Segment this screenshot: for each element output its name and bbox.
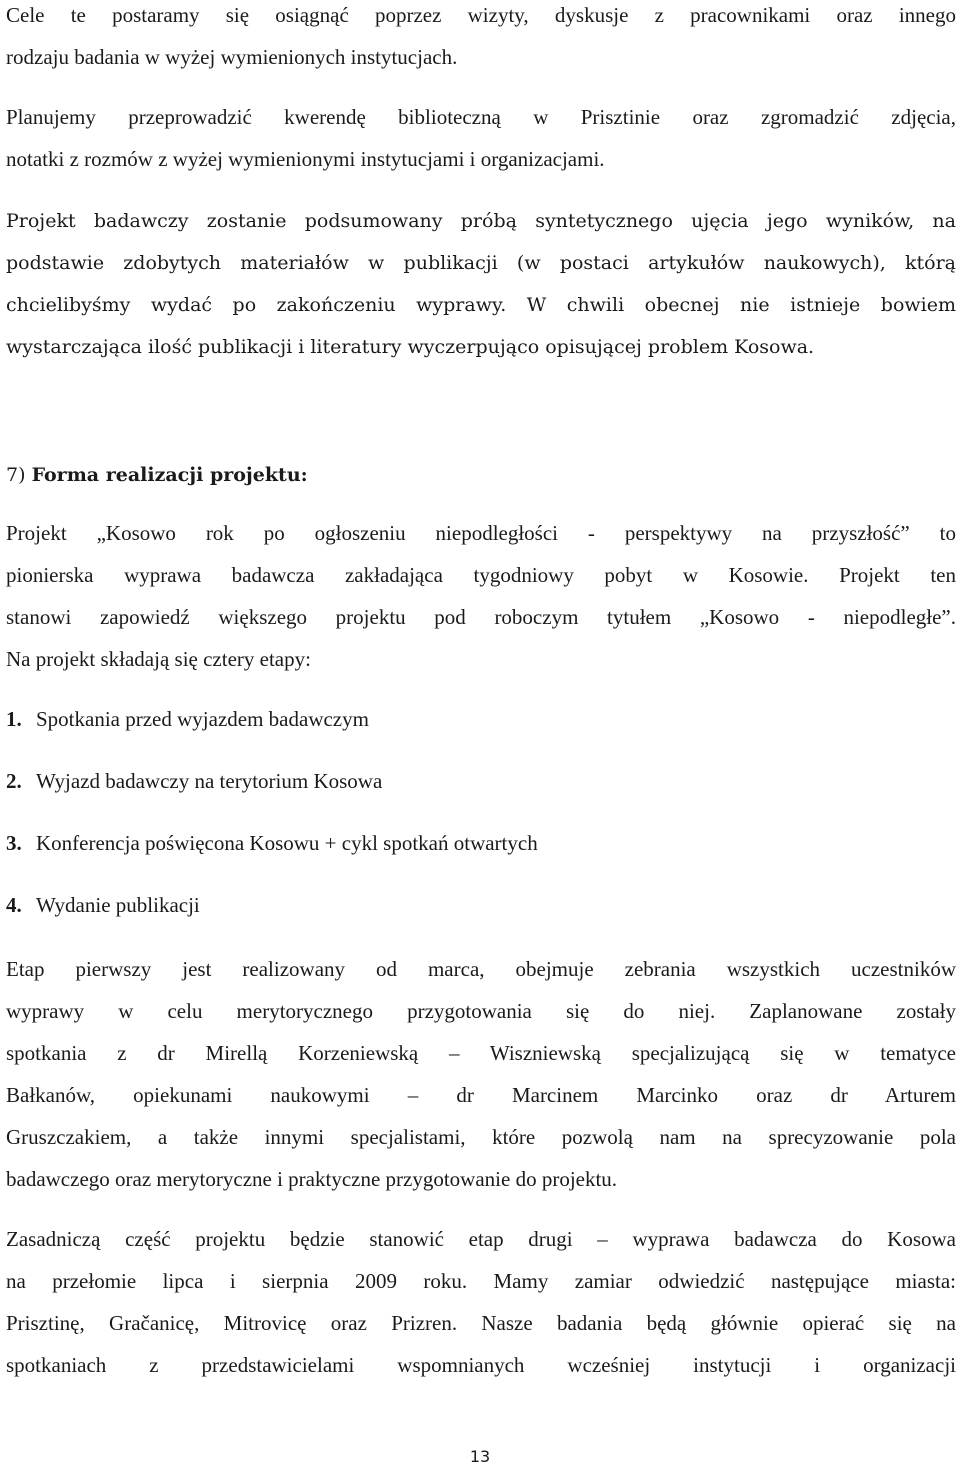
list-item-label: Konferencja poświęcona Kosowu + cykl spotkań otwartych: [36, 831, 538, 855]
list-item: [0, 890, 200, 920]
list-item-label: Wydanie publikacji: [36, 893, 200, 917]
text-line: stanowi zapowiedź większego projektu pod roboczym tytułem „Kosowo - niepodległe”.: [6, 605, 956, 629]
text-line: Cele te postaramy się osiągnąć poprzez wizyty, dyskusje z pracownikami oraz innego: [6, 3, 956, 27]
text-line: Planujemy przeprowadzić kwerendę biblioteczną w Prisztinie oraz zgromadzić zdjęcia,: [6, 105, 956, 129]
section-number: 7): [6, 464, 26, 486]
text-line: Zasadniczą część projektu będzie stanowić etap drugi – wyprawa badawcza do Kosowa: [6, 1227, 956, 1251]
text-line: wyprawy w celu merytorycznego przygotowania się do niej. Zaplanowane zostały: [6, 999, 956, 1023]
text-line: notatki z rozmów z wyżej wymienionymi instytucjami i organizacjami.: [6, 147, 605, 171]
list-item-number: 4.: [6, 893, 22, 917]
list-item-number: 3.: [6, 831, 22, 855]
text-line: podstawie zdobytych materiałów w publikacji (w postaci artykułów naukowych), którą: [6, 252, 956, 274]
list-item: [0, 828, 538, 858]
list-item-label: Spotkania przed wyjazdem badawczym: [36, 707, 369, 731]
text-line: Projekt „Kosowo rok po ogłoszeniu niepodległości - perspektywy na przyszłość” to: [6, 521, 956, 545]
list-item: [0, 766, 382, 796]
text-line: Prisztinę, Gračanicę, Mitrovicę oraz Prizren. Nasze badania będą głównie opierać się na: [6, 1311, 956, 1335]
list-item: [0, 704, 369, 734]
paragraph-library-query: [6, 96, 956, 180]
paragraph-project-description: [6, 512, 956, 680]
section-heading: [6, 454, 956, 496]
list-item-number: 1.: [6, 707, 22, 731]
section-title: Forma realizacji projektu:: [31, 464, 308, 486]
text-line: Etap pierwszy jest realizowany od marca, obejmuje zebrania wszystkich uczestników: [6, 957, 956, 981]
text-line: pionierska wyprawa badawcza zakładająca tygodniowy pobyt w Kosowie. Projekt ten: [6, 563, 956, 587]
text-line: spotkania z dr Mirellą Korzeniewską – Wiszniewską specjalizującą się w tematyce: [6, 1041, 956, 1065]
text-line: spotkaniach z przedstawicielami wspomnianych wcześniej instytucji i organizacji: [6, 1353, 956, 1377]
text-line: na przełomie lipca i sierpnia 2009 roku. Mamy zamiar odwiedzić następujące miasta:: [6, 1269, 956, 1293]
text-line: wystarczająca ilość publikacji i literatury wyczerpująco opisującej problem Kosowa.: [6, 336, 815, 358]
paragraph-stage-two: [6, 1218, 956, 1386]
text-line: rodzaju badania w wyżej wymienionych instytucjach.: [6, 45, 458, 69]
text-line: Projekt badawczy zostanie podsumowany próbą syntetycznego ujęcia jego wyników, na: [6, 210, 956, 232]
text-line: Gruszczakiem, a także innymi specjalistami, które pozwolą nam na sprecyzowanie pola: [6, 1125, 956, 1149]
list-item-number: 2.: [6, 769, 22, 793]
text-line: Bałkanów, opiekunami naukowymi – dr Marcinem Marcinko oraz dr Arturem: [6, 1083, 956, 1107]
paragraph-goals: [6, 0, 956, 78]
list-item-label: Wyjazd badawczy na terytorium Kosowa: [36, 769, 383, 793]
text-line: badawczego oraz merytoryczne i praktyczne przygotowanie do projektu.: [6, 1167, 618, 1191]
paragraph-summary: [6, 200, 956, 368]
text-line: Na projekt składają się cztery etapy:: [6, 647, 311, 671]
page-number: 13: [469, 1447, 491, 1466]
paragraph-stage-one: [6, 948, 956, 1200]
text-line: chcielibyśmy wydać po zakończeniu wyprawy. W chwili obecnej nie istnieje bowiem: [6, 294, 956, 316]
